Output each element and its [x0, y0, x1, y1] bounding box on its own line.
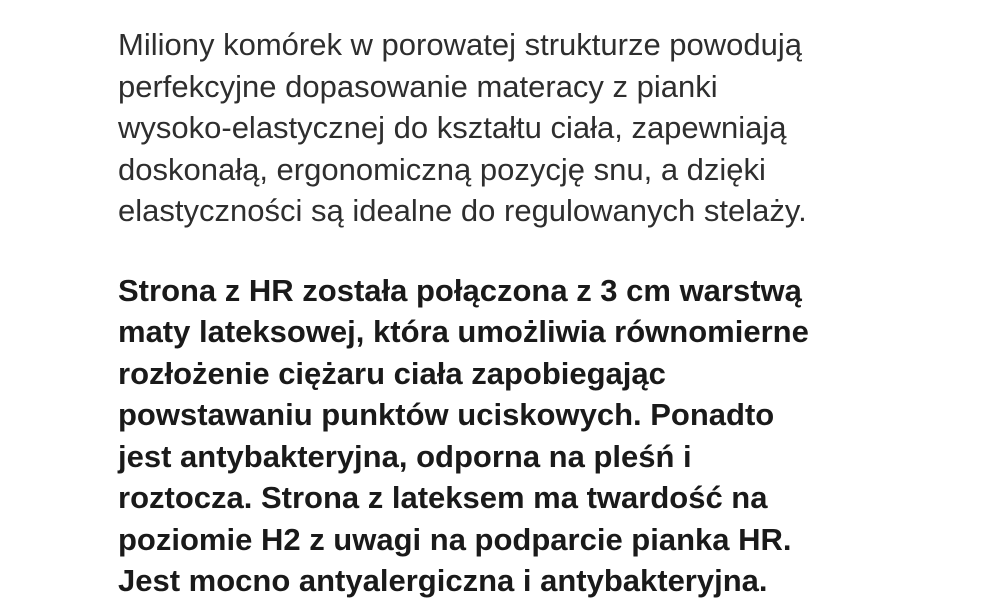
text-line: jest antybakteryjna, odporna na pleśń i [118, 438, 692, 474]
text-line: perfekcyjne dopasowanie materacy z pianki [118, 68, 718, 104]
text-line: Strona z HR została połączona z 3 cm warstwą [118, 272, 802, 308]
text-line: rozłożenie ciężaru ciała zapobiegając [118, 355, 666, 391]
text-line: elastyczności są idealne do regulowanych stelaży. [118, 193, 807, 228]
text-line: Miliony komórek w porowatej strukturze powodują [118, 27, 803, 62]
product-description [118, 24, 978, 602]
text-line: doskonałą, ergonomiczną pozycję snu, a dzięki [118, 151, 766, 187]
description-paragraph-foam [118, 24, 978, 232]
text-line: powstawaniu punktów uciskowych. Ponadto [118, 397, 775, 432]
text-line: maty lateksowej, która umożliwia równomierne [118, 314, 809, 349]
description-paragraph-latex [118, 270, 978, 602]
text-line: roztocza. Strona z lateksem ma twardość na [118, 480, 768, 515]
text-line: poziomie H2 z uwagi na podparcie pianka HR. [118, 521, 792, 557]
text-line: wysoko-elastycznej do kształtu ciała, zapewniają [118, 110, 787, 145]
text-line: Jest mocno antyalergiczna i antybakteryjna. [118, 563, 768, 598]
